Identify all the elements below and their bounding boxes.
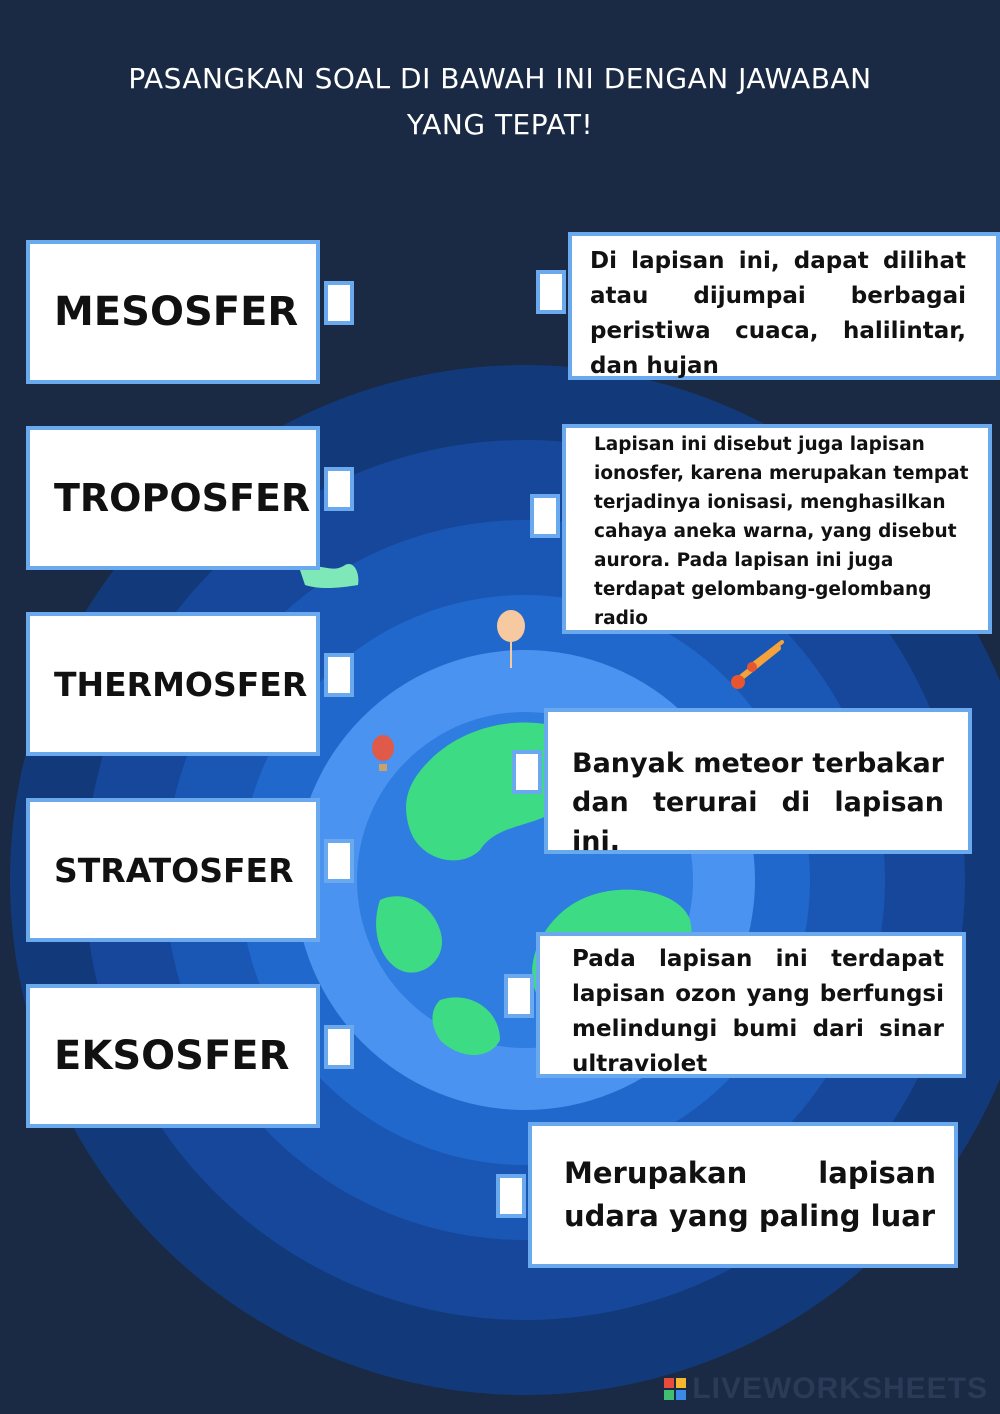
- term-label: THERMOSFER: [54, 664, 308, 704]
- term-card-stratosfer[interactable]: [26, 798, 320, 942]
- weather-balloon-icon: [497, 610, 525, 642]
- balloon-basket: [379, 764, 387, 771]
- answer-card-4[interactable]: [536, 932, 966, 1078]
- answer-card-1[interactable]: [568, 232, 1000, 380]
- hot-air-balloon-icon: [372, 735, 394, 761]
- brand-name: LIVEWORKSHEETS: [692, 1372, 988, 1405]
- answer-connector-4[interactable]: [504, 974, 534, 1018]
- term-connector-thermosfer[interactable]: [324, 653, 354, 697]
- term-card-thermosfer[interactable]: [26, 612, 320, 756]
- answer-connector-5[interactable]: [496, 1174, 526, 1218]
- term-connector-mesosfer[interactable]: [324, 281, 354, 325]
- term-label: EKSOSFER: [54, 1033, 290, 1079]
- term-card-troposfer[interactable]: [26, 426, 320, 570]
- answer-text: Di lapisan ini, dapat dilihat atau dijumpai berbagai peristiwa cuaca, halilintar, dan hujan: [590, 248, 966, 379]
- term-card-mesosfer[interactable]: [26, 240, 320, 384]
- term-label: MESOSFER: [54, 289, 299, 335]
- meteor-head: [747, 662, 757, 672]
- term-connector-stratosfer[interactable]: [324, 839, 354, 883]
- term-connector-eksosfer[interactable]: [324, 1025, 354, 1069]
- liveworksheets-logo-icon: [664, 1378, 686, 1400]
- term-connector-troposfer[interactable]: [324, 467, 354, 511]
- term-label: STRATOSFER: [54, 850, 294, 890]
- answer-text: Pada lapisan ini terdapat lapisan ozon yang berfungsi melindungi bumi dari sinar ultraviolet: [572, 946, 944, 1077]
- answer-text: Merupakan lapisan udara yang paling luar: [564, 1156, 936, 1233]
- answer-text: Lapisan ini disebut juga lapisan ionosfer, karena merupakan tempat terjadinya ionisasi, menghasilkan cahaya aneka warna, yang disebut aurora. Pada lapisan ini juga terdapat gelombang-gelombang radio: [594, 434, 969, 629]
- answer-card-2[interactable]: [562, 424, 992, 634]
- term-card-eksosfer[interactable]: [26, 984, 320, 1128]
- term-label: TROPOSFER: [54, 476, 311, 520]
- answer-card-3[interactable]: [544, 708, 972, 857]
- meteor-head: [731, 675, 745, 689]
- answer-connector-3[interactable]: [512, 750, 542, 794]
- brand-watermark: [664, 1372, 988, 1406]
- page-title: [40, 56, 960, 148]
- title-line-1: PASANGKAN SOAL DI BAWAH INI DENGAN JAWABAN: [128, 62, 872, 95]
- answer-connector-2[interactable]: [530, 494, 560, 538]
- answer-text: Banyak meteor terbakar dan terurai di lapisan ini.: [572, 748, 944, 857]
- answer-card-5[interactable]: [528, 1122, 958, 1268]
- answer-connector-1[interactable]: [536, 270, 566, 314]
- title-line-2: YANG TEPAT!: [406, 108, 594, 141]
